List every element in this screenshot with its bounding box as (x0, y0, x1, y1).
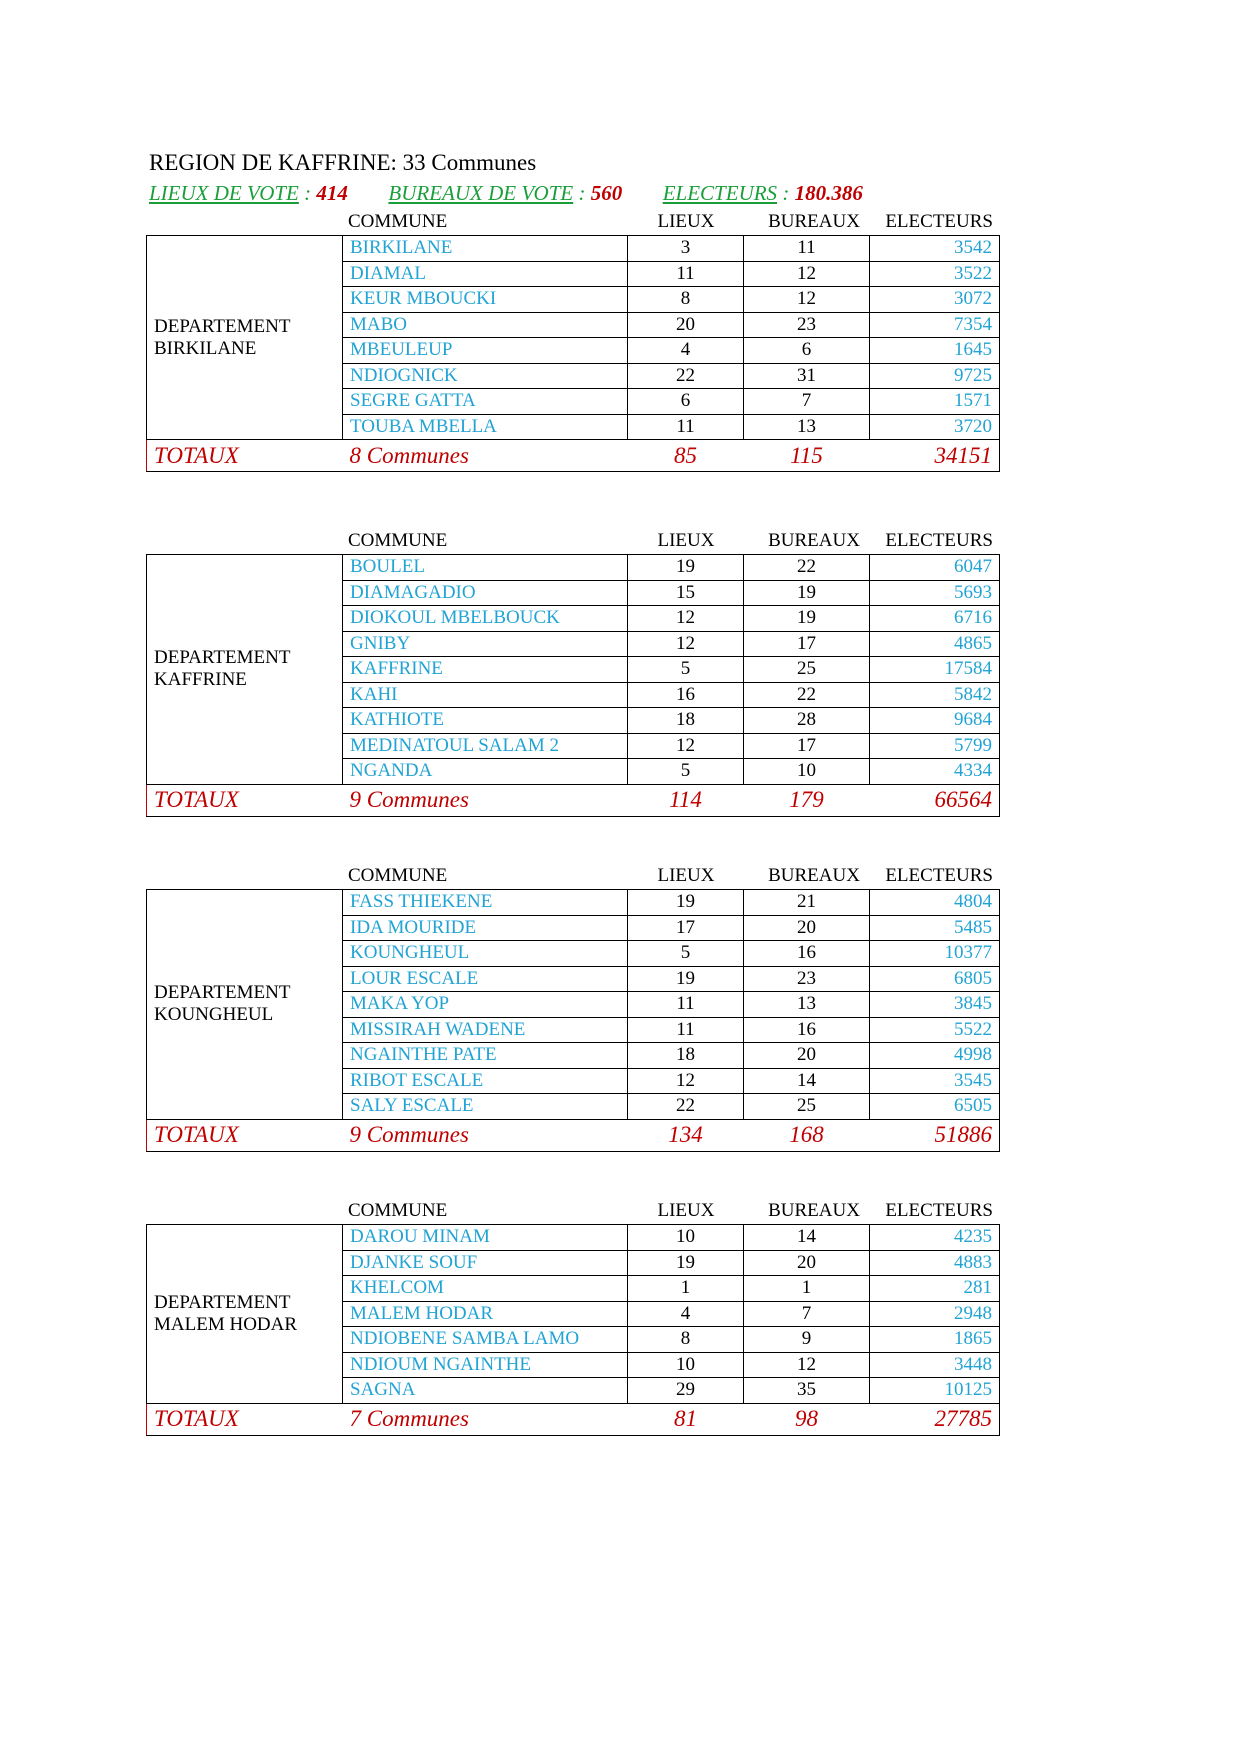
electeurs-value: 180.386 (794, 181, 863, 205)
lieux-cell: 22 (628, 1094, 744, 1120)
department-table (146, 889, 1000, 1152)
header-lieux: LIEUX (657, 530, 715, 551)
department-block (146, 208, 999, 472)
lieux-cell: 12 (628, 631, 744, 657)
commune-name: MEDINATOUL SALAM 2 (343, 733, 628, 759)
totals-electeurs: 34151 (870, 440, 1000, 472)
commune-name: BOULEL (343, 555, 628, 581)
lieux-de-vote-link[interactable]: LIEUX DE VOTE (149, 181, 299, 205)
electeurs-cell: 3072 (870, 287, 1000, 313)
department-name: DEPARTEMENT BIRKILANE (147, 236, 343, 440)
lieux-cell: 19 (628, 890, 744, 916)
totals-row (147, 440, 1000, 472)
commune-name: KEUR MBOUCKI (343, 287, 628, 313)
bureaux-cell: 14 (744, 1068, 870, 1094)
totals-bureaux: 168 (744, 1119, 870, 1151)
department-block (146, 1197, 999, 1436)
commune-name: KAFFRINE (343, 657, 628, 683)
totals-communes: 9 Communes (343, 784, 628, 816)
department-name: DEPARTEMENT KOUNGHEUL (147, 890, 343, 1120)
header-bureaux: BUREAUX (768, 211, 860, 232)
department-block (146, 527, 999, 817)
bureaux-cell: 13 (744, 414, 870, 440)
commune-name: NDIOGNICK (343, 363, 628, 389)
electeurs-cell: 17584 (870, 657, 1000, 683)
header-lieux: LIEUX (657, 1200, 715, 1221)
commune-name: FASS THIEKENE (343, 890, 628, 916)
bureaux-cell: 23 (744, 312, 870, 338)
commune-name: MABO (343, 312, 628, 338)
bureaux-cell: 13 (744, 992, 870, 1018)
electeurs-cell: 5799 (870, 733, 1000, 759)
bureaux-cell: 14 (744, 1225, 870, 1251)
electeurs-cell: 1865 (870, 1327, 1000, 1353)
header-electeurs: ELECTEURS (885, 865, 993, 886)
department-name: DEPARTEMENT MALEM HODAR (147, 1225, 343, 1404)
commune-name: DJANKE SOUF (343, 1250, 628, 1276)
commune-name: MBEULEUP (343, 338, 628, 364)
bureaux-cell: 22 (744, 555, 870, 581)
bureaux-cell: 19 (744, 606, 870, 632)
lieux-cell: 5 (628, 657, 744, 683)
lieux-cell: 11 (628, 261, 744, 287)
totals-row (147, 1403, 1000, 1435)
electeurs-cell: 3522 (870, 261, 1000, 287)
lieux-cell: 19 (628, 555, 744, 581)
electeurs-cell: 4998 (870, 1043, 1000, 1069)
header-commune: COMMUNE (348, 211, 448, 232)
bureaux-cell: 16 (744, 941, 870, 967)
electeurs-cell: 4334 (870, 759, 1000, 785)
lieux-cell: 18 (628, 708, 744, 734)
lieux-cell: 1 (628, 1276, 744, 1302)
bureaux-cell: 16 (744, 1017, 870, 1043)
table-row (147, 1225, 1000, 1251)
bureaux-cell: 17 (744, 631, 870, 657)
commune-name: MISSIRAH WADENE (343, 1017, 628, 1043)
electeurs-cell: 2948 (870, 1301, 1000, 1327)
lieux-cell: 18 (628, 1043, 744, 1069)
totals-row (147, 784, 1000, 816)
bureaux-cell: 11 (744, 236, 870, 262)
commune-name: KOUNGHEUL (343, 941, 628, 967)
bureaux-cell: 25 (744, 657, 870, 683)
commune-name: MALEM HODAR (343, 1301, 628, 1327)
electeurs-cell: 1571 (870, 389, 1000, 415)
lieux-cell: 10 (628, 1225, 744, 1251)
bureaux-cell: 22 (744, 682, 870, 708)
bureaux-cell: 20 (744, 915, 870, 941)
lieux-cell: 12 (628, 606, 744, 632)
commune-name: DIOKOUL MBELBOUCK (343, 606, 628, 632)
bureaux-cell: 20 (744, 1250, 870, 1276)
totals-electeurs: 51886 (870, 1119, 1000, 1151)
totals-bureaux: 98 (744, 1403, 870, 1435)
bureaux-cell: 7 (744, 389, 870, 415)
totals-bureaux: 115 (744, 440, 870, 472)
lieux-cell: 11 (628, 1017, 744, 1043)
electeurs-cell: 3542 (870, 236, 1000, 262)
table-row (147, 236, 1000, 262)
lieux-cell: 29 (628, 1378, 744, 1404)
electeurs-cell: 10125 (870, 1378, 1000, 1404)
commune-name: SALY ESCALE (343, 1094, 628, 1120)
bureaux-cell: 7 (744, 1301, 870, 1327)
department-block (146, 862, 999, 1152)
electeurs-cell: 5522 (870, 1017, 1000, 1043)
header-electeurs: ELECTEURS (885, 211, 993, 232)
commune-name: TOUBA MBELLA (343, 414, 628, 440)
commune-name: SAGNA (343, 1378, 628, 1404)
commune-name: SEGRE GATTA (343, 389, 628, 415)
commune-name: DIAMAGADIO (343, 580, 628, 606)
bureaux-cell: 9 (744, 1327, 870, 1353)
table-row (147, 890, 1000, 916)
electeurs-cell: 4804 (870, 890, 1000, 916)
lieux-cell: 4 (628, 1301, 744, 1327)
bureaux-cell: 20 (744, 1043, 870, 1069)
bureaux-cell: 12 (744, 261, 870, 287)
totals-electeurs: 27785 (870, 1403, 1000, 1435)
lieux-cell: 19 (628, 966, 744, 992)
electeurs-link[interactable]: ELECTEURS (662, 181, 778, 205)
bureaux-cell: 21 (744, 890, 870, 916)
electeurs-cell: 6505 (870, 1094, 1000, 1120)
lieux-cell: 8 (628, 287, 744, 313)
commune-name: DIAMAL (343, 261, 628, 287)
header-lieux: LIEUX (657, 865, 715, 886)
department-table (146, 235, 1000, 472)
table-header (146, 862, 999, 889)
lieux-cell: 10 (628, 1352, 744, 1378)
electeurs-cell: 5693 (870, 580, 1000, 606)
bureaux-cell: 19 (744, 580, 870, 606)
electeurs-cell: 4865 (870, 631, 1000, 657)
department-table (146, 554, 1000, 817)
bureaux-cell: 35 (744, 1378, 870, 1404)
electeurs-cell: 6805 (870, 966, 1000, 992)
header-electeurs: ELECTEURS (885, 1200, 993, 1221)
lieux-cell: 5 (628, 759, 744, 785)
lieux-de-vote-value: 414 (316, 181, 348, 205)
table-header (146, 527, 999, 554)
commune-name: NGAINTHE PATE (343, 1043, 628, 1069)
bureaux-cell: 17 (744, 733, 870, 759)
lieux-cell: 5 (628, 941, 744, 967)
department-table (146, 1224, 1000, 1436)
table-header (146, 1197, 999, 1224)
lieux-cell: 16 (628, 682, 744, 708)
lieux-cell: 15 (628, 580, 744, 606)
bureaux-cell: 12 (744, 1352, 870, 1378)
bureaux-cell: 6 (744, 338, 870, 364)
totals-lieux: 81 (628, 1403, 744, 1435)
commune-name: KHELCOM (343, 1276, 628, 1302)
lieux-cell: 6 (628, 389, 744, 415)
lieux-cell: 4 (628, 338, 744, 364)
commune-name: BIRKILANE (343, 236, 628, 262)
header-bureaux: BUREAUX (768, 1200, 860, 1221)
bureaux-cell: 23 (744, 966, 870, 992)
department-name: DEPARTEMENT KAFFRINE (147, 555, 343, 785)
page-title: REGION DE KAFFRINE: 33 Communes (149, 150, 537, 175)
bureaux-cell: 10 (744, 759, 870, 785)
bureaux-cell: 25 (744, 1094, 870, 1120)
electeurs-cell: 9684 (870, 708, 1000, 734)
lieux-cell: 12 (628, 1068, 744, 1094)
electeurs-cell: 4883 (870, 1250, 1000, 1276)
totals-label: TOTAUX (147, 784, 343, 816)
totals-label: TOTAUX (147, 1119, 343, 1151)
lieux-cell: 11 (628, 414, 744, 440)
electeurs-cell: 281 (870, 1276, 1000, 1302)
commune-name: NDIOUM NGAINTHE (343, 1352, 628, 1378)
header-commune: COMMUNE (348, 865, 448, 886)
totals-label: TOTAUX (147, 440, 343, 472)
totals-lieux: 85 (628, 440, 744, 472)
commune-name: KATHIOTE (343, 708, 628, 734)
table-header (146, 208, 999, 235)
bureaux-cell: 1 (744, 1276, 870, 1302)
totals-label: TOTAUX (147, 1403, 343, 1435)
commune-name: MAKA YOP (343, 992, 628, 1018)
electeurs-cell: 10377 (870, 941, 1000, 967)
table-row (147, 555, 1000, 581)
bureaux-de-vote-value: 560 (590, 181, 623, 205)
header-commune: COMMUNE (348, 530, 448, 551)
bureaux-cell: 28 (744, 708, 870, 734)
totals-bureaux: 179 (744, 784, 870, 816)
header-bureaux: BUREAUX (768, 530, 860, 551)
commune-name: GNIBY (343, 631, 628, 657)
totals-communes: 8 Communes (343, 440, 628, 472)
bureaux-cell: 12 (744, 287, 870, 313)
totals-electeurs: 66564 (870, 784, 1000, 816)
header-lieux: LIEUX (657, 211, 715, 232)
electeurs-cell: 1645 (870, 338, 1000, 364)
lieux-cell: 3 (628, 236, 744, 262)
lieux-cell: 17 (628, 915, 744, 941)
totals-communes: 9 Communes (343, 1119, 628, 1151)
bureaux-de-vote-link[interactable]: BUREAUX DE VOTE (388, 181, 574, 205)
header-electeurs: ELECTEURS (885, 530, 993, 551)
electeurs-cell: 9725 (870, 363, 1000, 389)
electeurs-cell: 3845 (870, 992, 1000, 1018)
electeurs-cell: 4235 (870, 1225, 1000, 1251)
electeurs-cell: 6716 (870, 606, 1000, 632)
lieux-cell: 22 (628, 363, 744, 389)
electeurs-cell: 3545 (870, 1068, 1000, 1094)
electeurs-cell: 7354 (870, 312, 1000, 338)
header-commune: COMMUNE (348, 1200, 448, 1221)
commune-name: DAROU MINAM (343, 1225, 628, 1251)
lieux-cell: 19 (628, 1250, 744, 1276)
commune-name: LOUR ESCALE (343, 966, 628, 992)
commune-name: NDIOBENE SAMBA LAMO (343, 1327, 628, 1353)
totals-lieux: 134 (628, 1119, 744, 1151)
totals-row (147, 1119, 1000, 1151)
lieux-cell: 11 (628, 992, 744, 1018)
electeurs-cell: 5485 (870, 915, 1000, 941)
region-summary: LIEUX DE VOTE : 414 BUREAUX DE VOTE : 560 ELECTEURS : 180.386 (149, 181, 863, 205)
commune-name: NGANDA (343, 759, 628, 785)
totals-communes: 7 Communes (343, 1403, 628, 1435)
electeurs-cell: 5842 (870, 682, 1000, 708)
commune-name: IDA MOURIDE (343, 915, 628, 941)
bureaux-cell: 31 (744, 363, 870, 389)
lieux-cell: 8 (628, 1327, 744, 1353)
lieux-cell: 20 (628, 312, 744, 338)
totals-lieux: 114 (628, 784, 744, 816)
header-bureaux: BUREAUX (768, 865, 860, 886)
electeurs-cell: 3448 (870, 1352, 1000, 1378)
commune-name: KAHI (343, 682, 628, 708)
commune-name: RIBOT ESCALE (343, 1068, 628, 1094)
electeurs-cell: 6047 (870, 555, 1000, 581)
electeurs-cell: 3720 (870, 414, 1000, 440)
lieux-cell: 12 (628, 733, 744, 759)
